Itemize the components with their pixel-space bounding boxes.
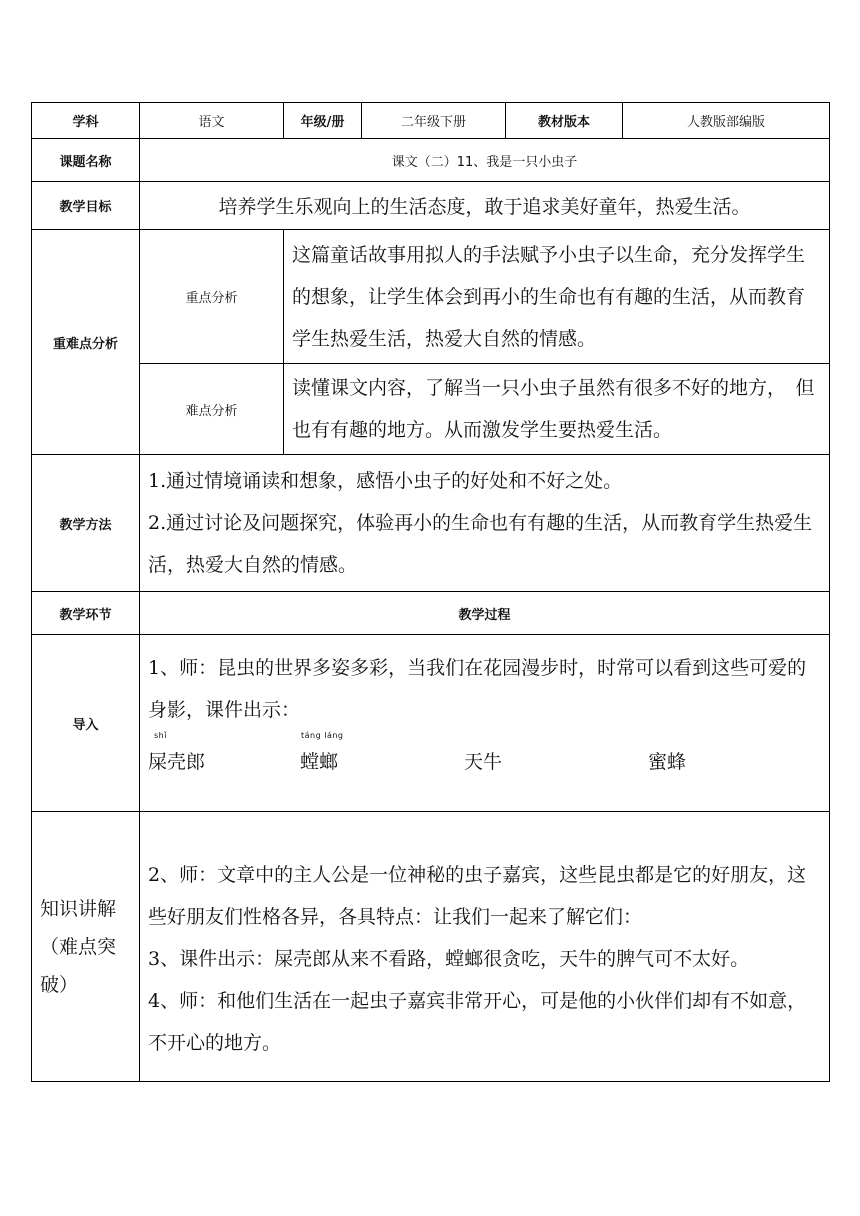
- process-title: 教学过程: [140, 592, 830, 635]
- word-3: 天牛: [464, 751, 503, 773]
- method-line-2: 2.通过讨论及问题探究，体验再小的生命也有有趣的生活，从而教育学生热爱生活，热爱大自然的情感。: [148, 512, 813, 576]
- key-analysis-label: 重点分析: [140, 230, 284, 364]
- word-4: 蜜蜂: [648, 751, 687, 773]
- grade-value: 二年级下册: [362, 103, 506, 139]
- goal-row: [32, 182, 830, 230]
- intro-row: [32, 635, 830, 812]
- difficulty-analysis-text: 读懂课文内容，了解当一只小虫子虽然有很多不好的地方， 但也有有趣的地方。从而激发学生要热爱生活。: [284, 364, 830, 455]
- method-row: [32, 455, 830, 592]
- analysis-label: 重难点分析: [32, 230, 140, 455]
- edition-label: 教材版本: [506, 103, 623, 139]
- knowledge-paragraph-3: 3、课件出示：屎壳郎从来不看路，螳螂很贪吃，天牛的脾气可不太好。: [148, 947, 750, 970]
- method-label: 教学方法: [32, 455, 140, 592]
- lesson-row: [32, 139, 830, 182]
- intro-text: 1、师：昆虫的世界多姿多彩，当我们在花园漫步时，时常可以看到这些可爱的身影，课件出示：: [148, 657, 807, 721]
- goal-label: 教学目标: [32, 182, 140, 230]
- knowledge-label: [32, 812, 140, 1082]
- word-1: 屎壳郎: [148, 751, 206, 773]
- word-pinyin-2: táng láng: [301, 731, 344, 740]
- lesson-label: 课题名称: [32, 139, 140, 182]
- edition-value: 人教版部编版: [623, 103, 830, 139]
- method-content: [140, 455, 830, 592]
- lesson-title: 课文（二）11、我是一只小虫子: [140, 139, 830, 182]
- subject-label: 学科: [32, 103, 140, 139]
- key-analysis-text: 这篇童话故事用拟人的手法赋予小虫子以生命，充分发挥学生的想象，让学生体会到再小的生命也有有趣的生活，从而教育学生热爱生活，热爱大自然的情感。: [284, 230, 830, 364]
- word-pinyin-1: shǐ: [154, 731, 167, 740]
- subject-value: 语文: [140, 103, 284, 139]
- grade-label: 年级/册: [284, 103, 362, 139]
- goal-text: 培养学生乐观向上的生活态度，敢于追求美好童年，热爱生活。: [140, 182, 830, 230]
- difficulty-analysis-label: 难点分析: [140, 364, 284, 455]
- knowledge-label-line-1: 知识讲解: [40, 897, 117, 920]
- knowledge-paragraph-4: 4、师：和他们生活在一起虫子嘉宾非常开心，可是他的小伙伴们却有不如意，不开心的地方。: [148, 989, 807, 1054]
- intro-label: 导入: [32, 635, 140, 812]
- process-stage-label: 教学环节: [32, 592, 140, 635]
- knowledge-label-line-2: （难点突: [40, 935, 117, 958]
- insect-word-list: [140, 731, 829, 775]
- lesson-plan-table: [31, 102, 830, 1082]
- intro-content: [140, 635, 830, 812]
- process-header-row: [32, 592, 830, 635]
- knowledge-content: [140, 812, 830, 1082]
- header-row: [32, 103, 830, 139]
- knowledge-paragraph-2: 2、师：文章中的主人公是一位神秘的虫子嘉宾，这些昆虫都是它的好朋友，这些好朋友们性格各异，各具特点：让我们一起来了解它们：: [148, 863, 807, 928]
- knowledge-label-line-3: 破）: [40, 973, 79, 996]
- word-2: 螳螂: [300, 751, 339, 773]
- method-line-1: 1.通过情境诵读和想象，感悟小虫子的好处和不好之处。: [148, 470, 623, 492]
- knowledge-row: [32, 812, 830, 1082]
- key-analysis-row: [32, 230, 830, 364]
- difficulty-analysis-row: [32, 364, 830, 455]
